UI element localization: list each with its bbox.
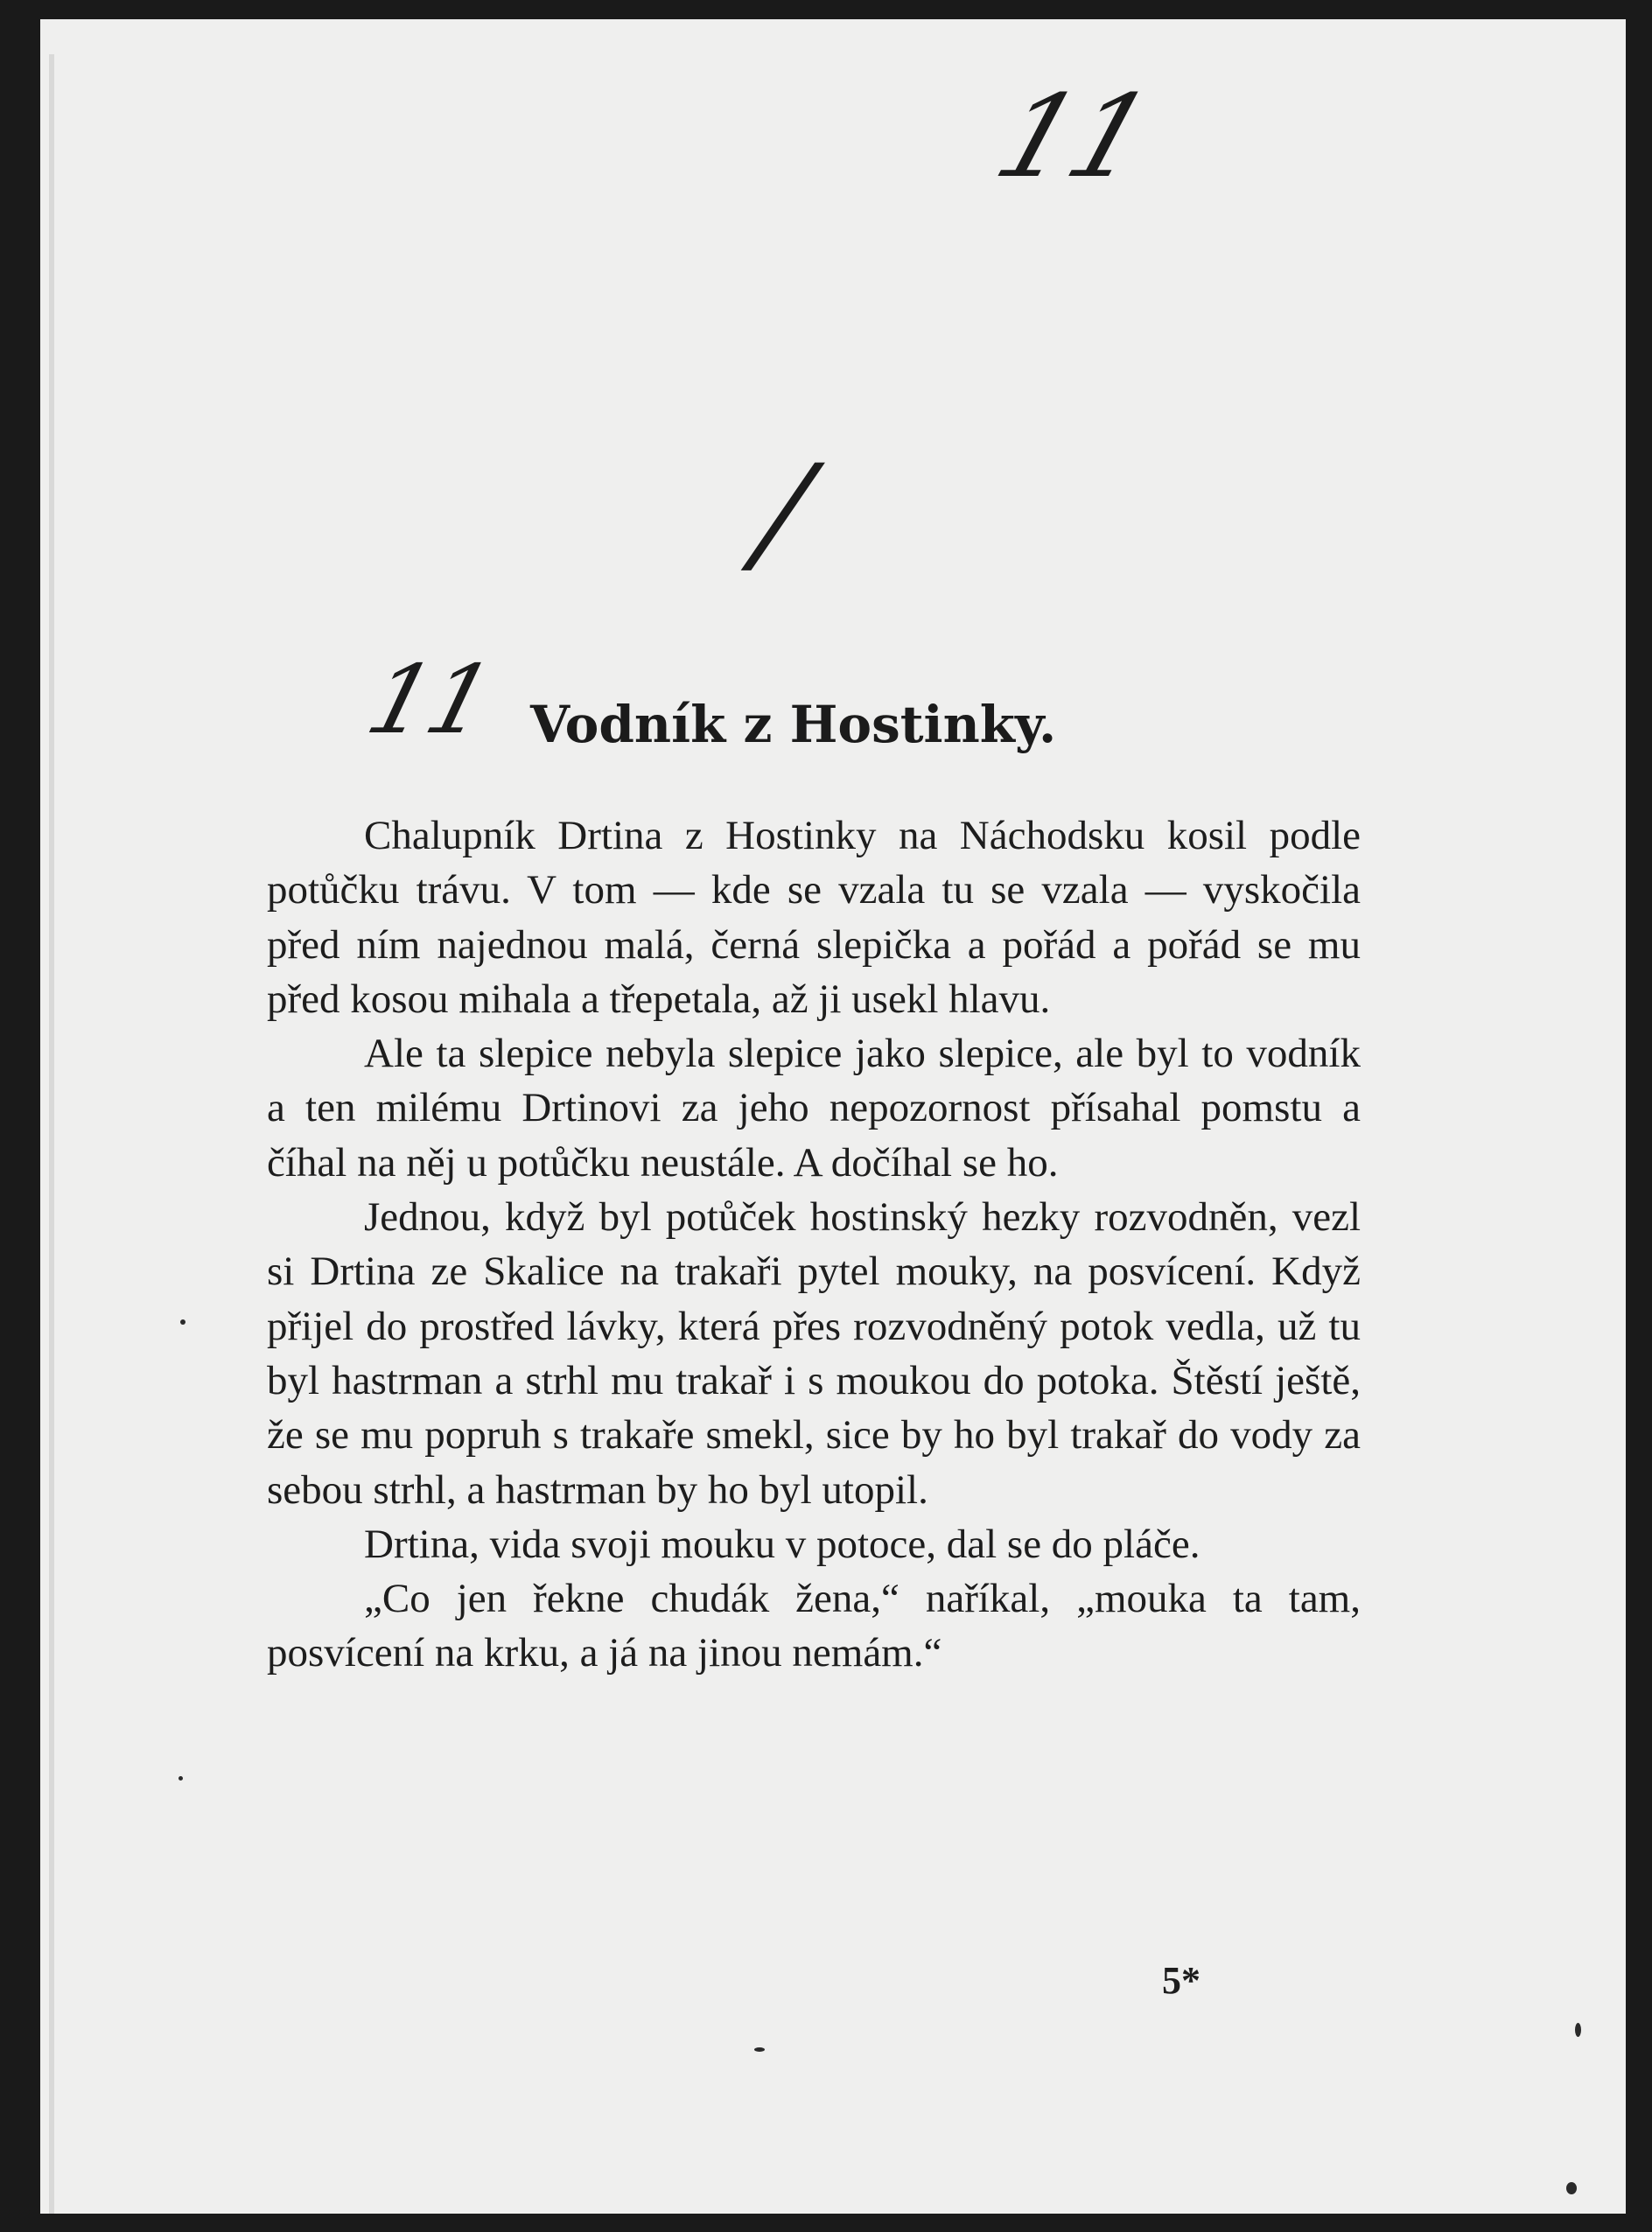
- paper-speck: [754, 2047, 765, 2052]
- paper-speck: [180, 1319, 186, 1325]
- paragraph: „Co jen řekne chudák žena,“ naříkal, „mouka ta tam, posvícení na krku, a já na jinou nemám.“: [267, 1576, 1361, 1676]
- handwritten-mark: /: [747, 437, 817, 590]
- paper-speck: [1566, 2182, 1577, 2194]
- paragraph: Chalupník Drtina z Hostinky na Náchodsku kosil podle potůčku trávu. V tom — kde se vzala tu se vzala — vyskočila před ním najednou malá, černá slepička a pořád a pořád se mu před kosou mihala a třepetala, až ji usekl hlavu.: [267, 813, 1361, 1022]
- handwritten-story-number: 11: [356, 646, 503, 755]
- book-page: [40, 19, 1626, 2214]
- story-body: [267, 808, 1361, 1681]
- story-title: Vodník z Hostinky.: [530, 695, 1057, 754]
- paragraph: Drtina, vida svoji mouku v potoce, dal se do pláče.: [364, 1521, 1200, 1567]
- paper-speck: [178, 1776, 183, 1781]
- page-edge: [49, 54, 54, 2214]
- paragraph: Jednou, když byl potůček hostinský hezky rozvodněn, vezl si Drtina ze Skalice na trakaři pytel mouky, na posvícení. Když přijel do prostřed lávky, která přes rozvodněný potok vedla, už tu byl hastrman a strhl mu trakař i s moukou do potoka. Štěstí ještě, že se mu popruh s trakaře smekl, sice by ho byl trakař do vody za sebou strhl, a hastrman by ho byl utopil.: [267, 1194, 1361, 1513]
- handwritten-page-number: 11: [981, 70, 1166, 203]
- printer-signature: 5*: [1162, 1959, 1200, 2002]
- paper-speck: [1575, 2023, 1581, 2037]
- paragraph: Ale ta slepice nebyla slepice jako slepice, ale byl to vodník a ten milému Drtinovi za jeho nepozornost přísahal pomstu a číhal na něj u potůčku neustále. A dočíhal se ho.: [267, 1031, 1361, 1186]
